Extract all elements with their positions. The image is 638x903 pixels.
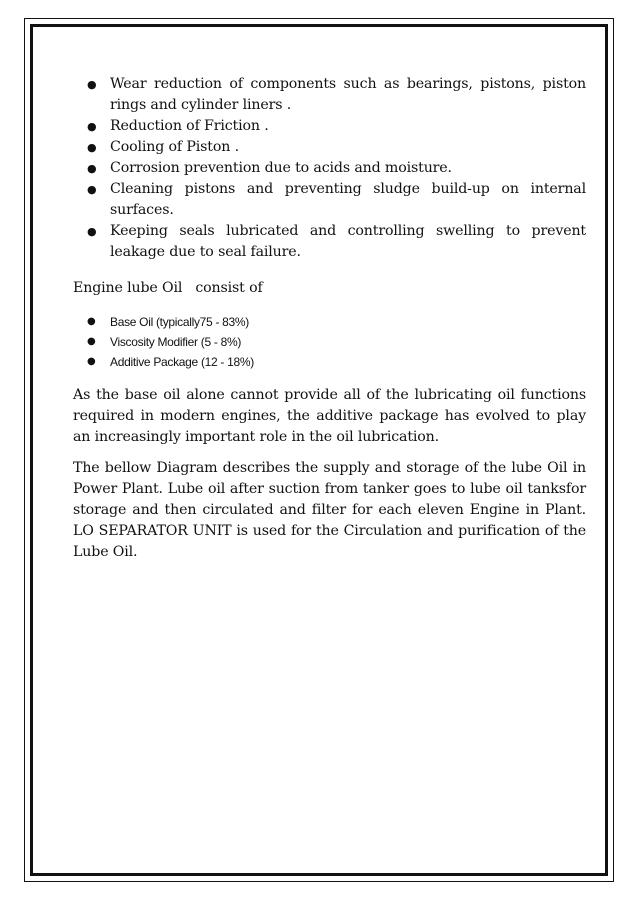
bullet-icon: ● (87, 356, 96, 367)
list-item: ● Cleaning pistons and preventing sludge build-up on internal surfaces. (87, 181, 586, 218)
bullet-icon: ● (87, 183, 97, 196)
list-item: ● Reduction of Friction . (73, 116, 586, 137)
bullet-icon: ● (87, 141, 97, 154)
page-content (73, 74, 586, 563)
bullet-icon: ● (87, 225, 97, 238)
list-item: ● Cooling of Piston . (73, 137, 586, 158)
list-item: ● Corrosion prevention due to acids and moisture. (73, 158, 586, 179)
additive-paragraph: As the base oil alone cannot provide all of the lubricating oil functions required in modern engines, the additive package has evolved to play an increasingly important role in the oil lubrication. (73, 387, 586, 445)
list-item: ● Keeping seals lubricated and controlling swelling to prevent leakage due to seal failure. (87, 223, 586, 260)
list-item: ● Viscosity Modifier (5 - 8%) (73, 332, 586, 352)
bullet-icon: ● (87, 336, 96, 347)
diagram-paragraph: The bellow Diagram describes the supply and storage of the lube Oil in Power Plant. Lube oil after suction from tanker goes to lube oil tanksfor storage and then circulated and filter for each eleven Engine in Plant. LO SEPARATOR UNIT is used for the Circulation and purification of the Lube Oil. (73, 460, 586, 560)
list-item: ● Additive Package (12 - 18%) (73, 352, 586, 372)
composition-list (73, 312, 586, 372)
bullet-icon: ● (87, 78, 97, 91)
bullet-icon: ● (87, 162, 97, 175)
bullet-icon: ● (87, 316, 96, 327)
list-item: ● Base Oil (typically75 - 83%) (73, 312, 586, 332)
composition-intro: Engine lube Oil consist of (73, 280, 263, 296)
list-item: ● Wear reduction of components such as bearings, pistons, piston rings and cylinder liners . (87, 76, 586, 113)
bullet-icon: ● (87, 120, 97, 133)
benefits-list (73, 74, 586, 263)
